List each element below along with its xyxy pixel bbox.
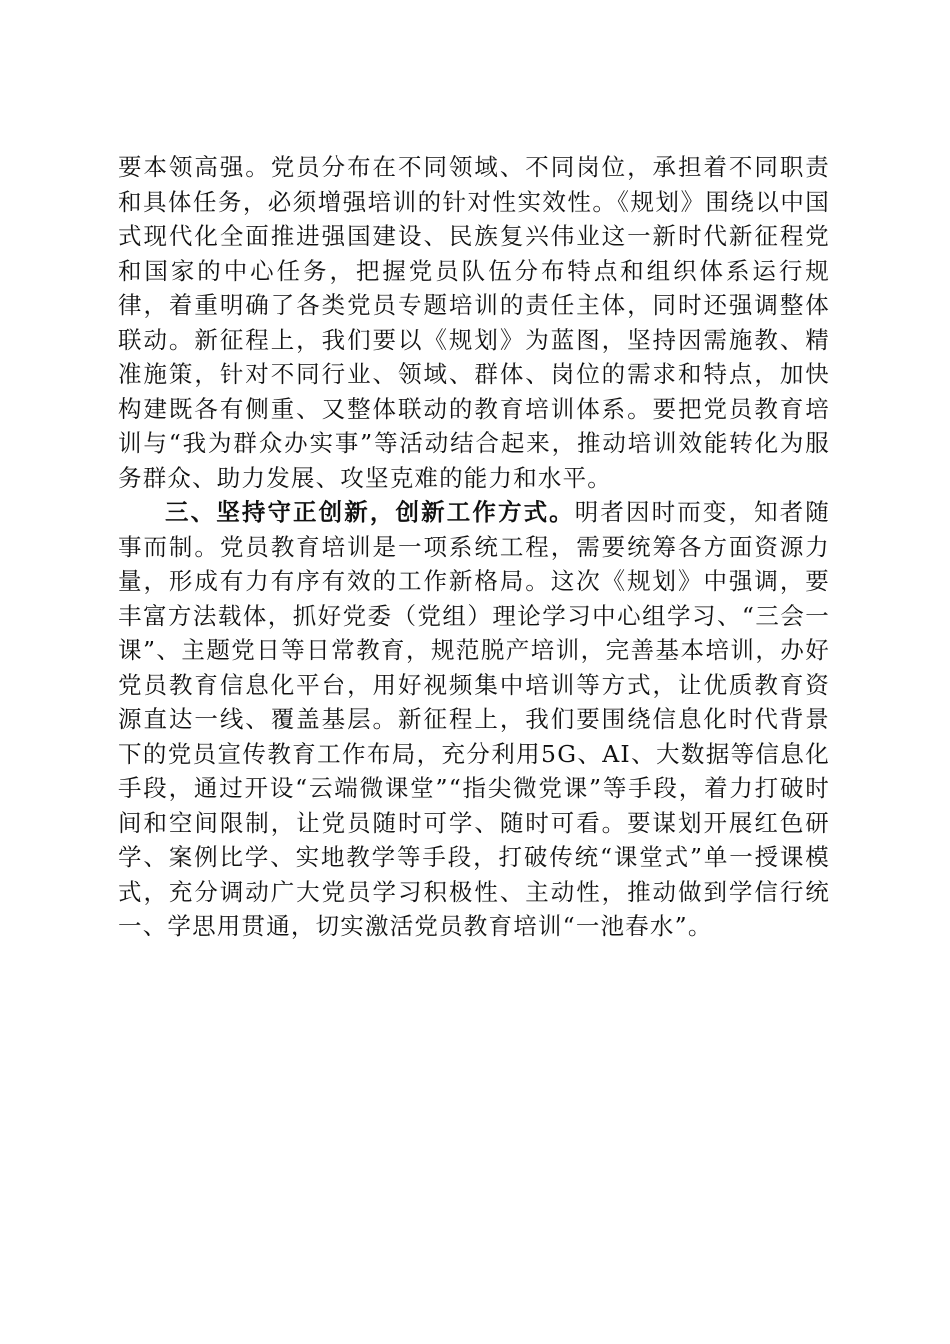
paragraph-1: 要本领高强。党员分布在不同领域、不同岗位，承担着不同职责和具体任务，必须增强培训的针对性实效性。《规划》围绕以中国式现代化全面推进强国建设、民族复兴伟业这一新时代新征程党和国家的中心任务，把握党员队伍分布特点和组织体系运行规律，着重明确了各类党员专题培训的责任主体，同时还强调整体联动。新征程上，我们要以《规划》为蓝图，坚持因需施教、精准施策，针对不同行业、领域、群体、岗位的需求和特点，加快构建既各有侧重、又整体联动的教育培训体系。要把党员教育培训与“我为群众办实事”等活动结合起来，推动培训效能转化为服务群众、助力发展、攻坚克难的能力和水平。	[118, 153, 830, 492]
paragraph-2-body: 明者因时而变，知者随事而制。党员教育培训是一项系统工程，需要统筹各方面资源力量，形成有力有序有效的工作新格局。这次《规划》中强调，要丰富方法载体，抓好党委（党组）理论学习中心组学习、“三会一课”、主题党日等日常教育，规范脱产培训，完善基本培训，办好党员教育信息化平台，用好视频集中培训等方式，让优质教育资源直达一线、覆盖基层。新征程上，我们要围绕信息化时代背景下的党员宣传教育工作布局，充分利用5G、AI、大数据等信息化手段，通过开设“云端微课堂”“指尖微党课”等手段，着力打破时间和空间限制，让党员随时可学、随时可看。要谋划开展红色研学、案例比学、实地教学等手段，打破传统“课堂式”单一授课模式，充分调动广大党员学习积极性、主动性，推动做到学信行统一、学思用贯通，切实激活党员教育培训“一池春水”。	[118, 498, 831, 940]
document-body	[118, 150, 830, 944]
paragraph-2	[118, 495, 830, 944]
section-heading-3: 三、坚持守正创新，创新工作方式。	[165, 498, 575, 526]
